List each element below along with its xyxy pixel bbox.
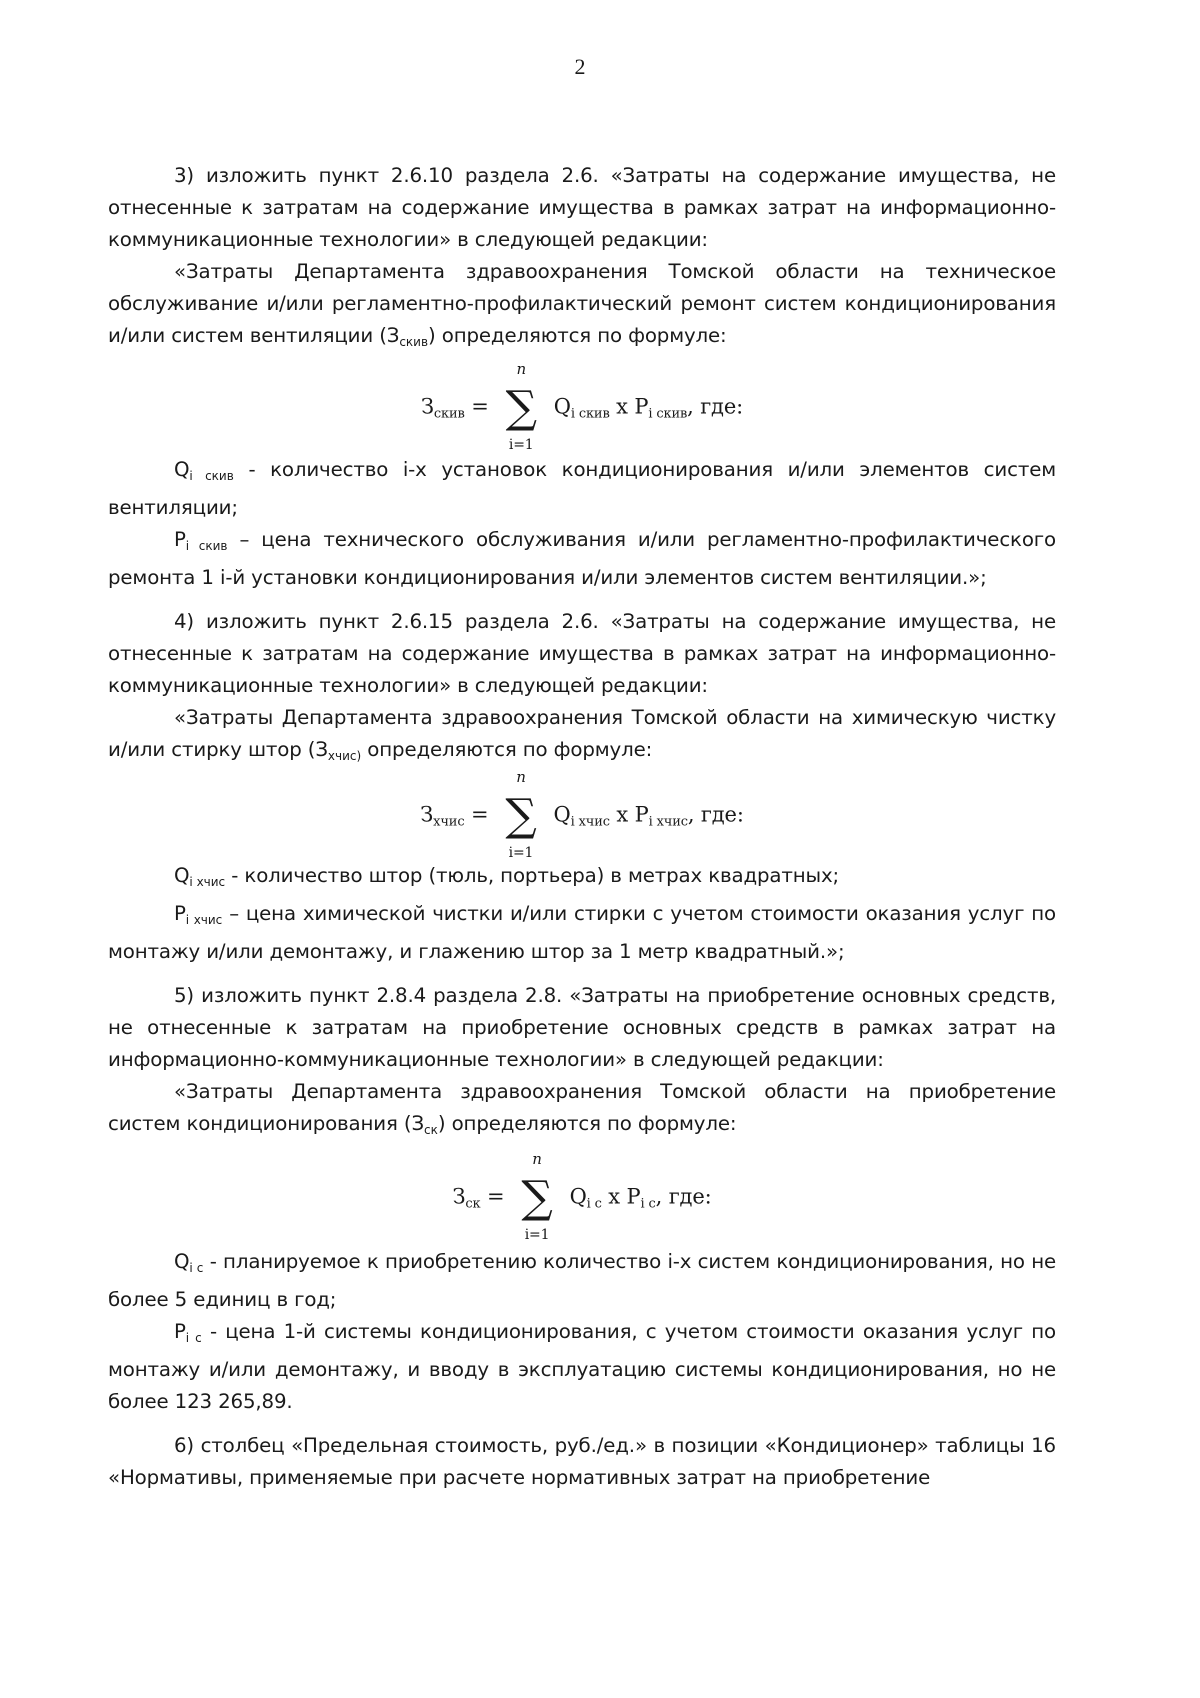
formula-skiv: Зскив = n ∑ i=1 Qi скив x Pi скив, где: [420, 360, 744, 453]
item-5-lead: «Затраты Департамента здравоохранения Томской области на приобретение систем кондиционирования $(З_{ск})$ определяются по формуле: [108, 1080, 1056, 1137]
item-4-lead: «Затраты Департамента здравоохранения Томской области на химическую чистку и/или стирку штор ($З_{хчис)}$ определяются по формуле: [108, 706, 1056, 763]
sum-sign: n ∑ i=1 [505, 360, 537, 453]
sum-sign: n ∑ i=1 [505, 768, 537, 861]
item-6-intro: 6) столбец «Предельная стоимость, руб./ед.» в позиции «Кондиционер» таблицы 16 «Нормативы, применяемые при расчете нормативных затрат на приобретение [108, 1434, 1056, 1489]
item-4-def-p: $P_{i хчис}$ – цена химической чистки и/или стирки с учетом стоимости оказания услуг по монтажу и/или демонтажу, и глажению штор за 1 метр квадратный.»; [108, 902, 1056, 963]
sum-sign: n ∑ i=1 [521, 1150, 553, 1243]
item-3-def-p: $P_{i скив}$ – цена технического обслуживания и/или регламентно-профилактического ремонта 1 i-й установки кондиционирования и/или элементов систем вентиляции.»; [108, 528, 1056, 589]
item-5-intro: 5) изложить пункт 2.8.4 раздела 2.8. «Затраты на приобретение основных средств, не отнесенные к затратам на приобретение основных средств в рамках затрат на информационно-коммуникационные технологии» в следующей редакции: [108, 984, 1056, 1071]
document-body [108, 160, 1056, 1494]
formula-sk: Зск = n ∑ i=1 Qi c x Pi c, где: [452, 1150, 712, 1243]
item-4-def-q: $Q_{i хчис}$ - количество штор (тюль, портьера) в метрах квадратных; [174, 864, 840, 889]
item-3-def-q: $Q_{i скив}$ - количество i-х установок кондиционирования и/или элементов систем вентиляции; [108, 458, 1056, 519]
item-3-lead: «Затраты Департамента здравоохранения Томской области на техническое обслуживание и/или регламентно-профилактический ремонт систем кондиционирования и/или систем вентиляции $(З_{скив})$ определяются по формуле: [108, 260, 1056, 349]
page-number: 2 [574, 54, 586, 79]
item-5-def-p: $P_{i c}$ - цена 1-й системы кондиционирования, с учетом стоимости оказания услуг по монтажу и/или демонтажу, и вводу в эксплуатацию системы кондиционирования, но не более 123 265,89. [108, 1320, 1057, 1413]
formula-lhs: З [420, 394, 434, 419]
item-4-intro: 4) изложить пункт 2.6.15 раздела 2.6. «Затраты на содержание имущества, не отнесенные к затратам на содержание имущества в рамках затрат на информационно-коммуникационные технологии» в следующей редакции: [108, 610, 1056, 697]
item-5-def-q: $Q_{i c}$ - планируемое к приобретению количество i-х систем кондиционирования, но не более 5 единиц в год; [108, 1250, 1056, 1311]
formula-hchis: Зхчис = n ∑ i=1 Qi хчис x Pi хчис, где: [420, 768, 744, 861]
item-3-intro: 3) изложить пункт 2.6.10 раздела 2.6. «Затраты на содержание имущества, не отнесенные к затратам на содержание имущества в рамках затрат на информационно-коммуникационные технологии» в следующей редакции: [108, 164, 1056, 251]
